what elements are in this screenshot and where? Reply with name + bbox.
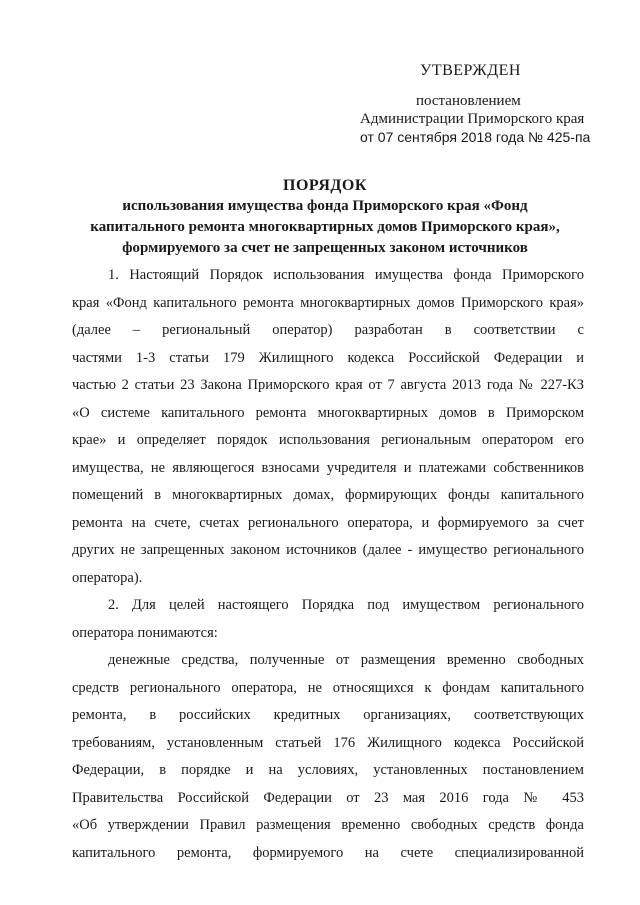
title-heading: ПОРЯДОК [283, 177, 367, 194]
approval-line: постановлением [416, 93, 521, 109]
paragraph-1-line: оператора). [72, 569, 143, 586]
approval-date-line: от 07 сентября 2018 года № 425-па [360, 129, 591, 145]
paragraph-3-line: Федерации, в порядке и на условиях, установленных постановлением [72, 762, 584, 778]
document-title [60, 175, 590, 259]
title-line: формируемого за счет не запрещенных законом источников [122, 240, 528, 256]
paragraph-3-line: Правительства Российской Федерации от 23 мая 2016 года № 453 [72, 789, 584, 806]
paragraph-3-line: требованиям, установленным статьей 176 Жилищного кодекса Российской [72, 734, 584, 751]
paragraph-3-line: средств регионального оператора, не относящихся к фондам капитального [72, 679, 584, 696]
paragraph-3-line: «Об утверждении Правил размещения временно свободных средств фонда [72, 817, 584, 833]
paragraph-1-line: 1. Настоящий Порядок использования имущества фонда Приморского [108, 267, 584, 283]
approval-line: Администрации Приморского края [360, 111, 585, 127]
document-body [72, 262, 584, 867]
paragraph-1-line: частями 1-3 статьи 179 Жилищного кодекса Российской Федерации и [72, 349, 584, 366]
title-line: капитального ремонта многоквартирных домов Приморского края», [90, 219, 560, 235]
paragraph-1-line: края «Фонд капитального ремонта многоквартирных домов Приморского края» [72, 294, 584, 311]
approval-stamp [360, 62, 600, 146]
paragraph-1-line: других не запрещенных законом источников (далее - имущество регионального [72, 542, 584, 558]
paragraph-1-line: (далее – региональный оператор) разработан в соответствии с [72, 322, 584, 338]
paragraph-1-line: «О системе капитального ремонта многоквартирных домов в Приморском [72, 404, 584, 421]
paragraph-2-line: 2. Для целей настоящего Порядка под имуществом регионального [108, 597, 584, 613]
paragraph-1-line: помещений в многоквартирных домах, формирующих фонды капитального [72, 487, 584, 503]
paragraph-3-line: денежные средства, полученные от размещения временно свободных [108, 652, 584, 668]
paragraph-3-line: ремонта, в российских кредитных организациях, соответствующих [72, 707, 584, 723]
approval-heading: УТВЕРЖДЕН [420, 62, 521, 79]
paragraph-3-line: капитального ремонта, формируемого на счете специализированной [72, 844, 584, 861]
paragraph-1-line: частью 2 статьи 23 Закона Приморского края от 7 августа 2013 года № 227-КЗ [72, 377, 584, 393]
title-line: использования имущества фонда Приморского края «Фонд [122, 198, 528, 214]
paragraph-2-line: оператора понимаются: [72, 624, 218, 641]
paragraph-1-line: имущества, не являющегося взносами учредителя и платежами собственников [72, 459, 584, 476]
paragraph-1-line: крае» и определяет порядок использования региональным оператором его [72, 432, 584, 448]
paragraph-1-line: ремонта на счете, счетах регионального оператора, и формируемого за счет [72, 514, 584, 531]
